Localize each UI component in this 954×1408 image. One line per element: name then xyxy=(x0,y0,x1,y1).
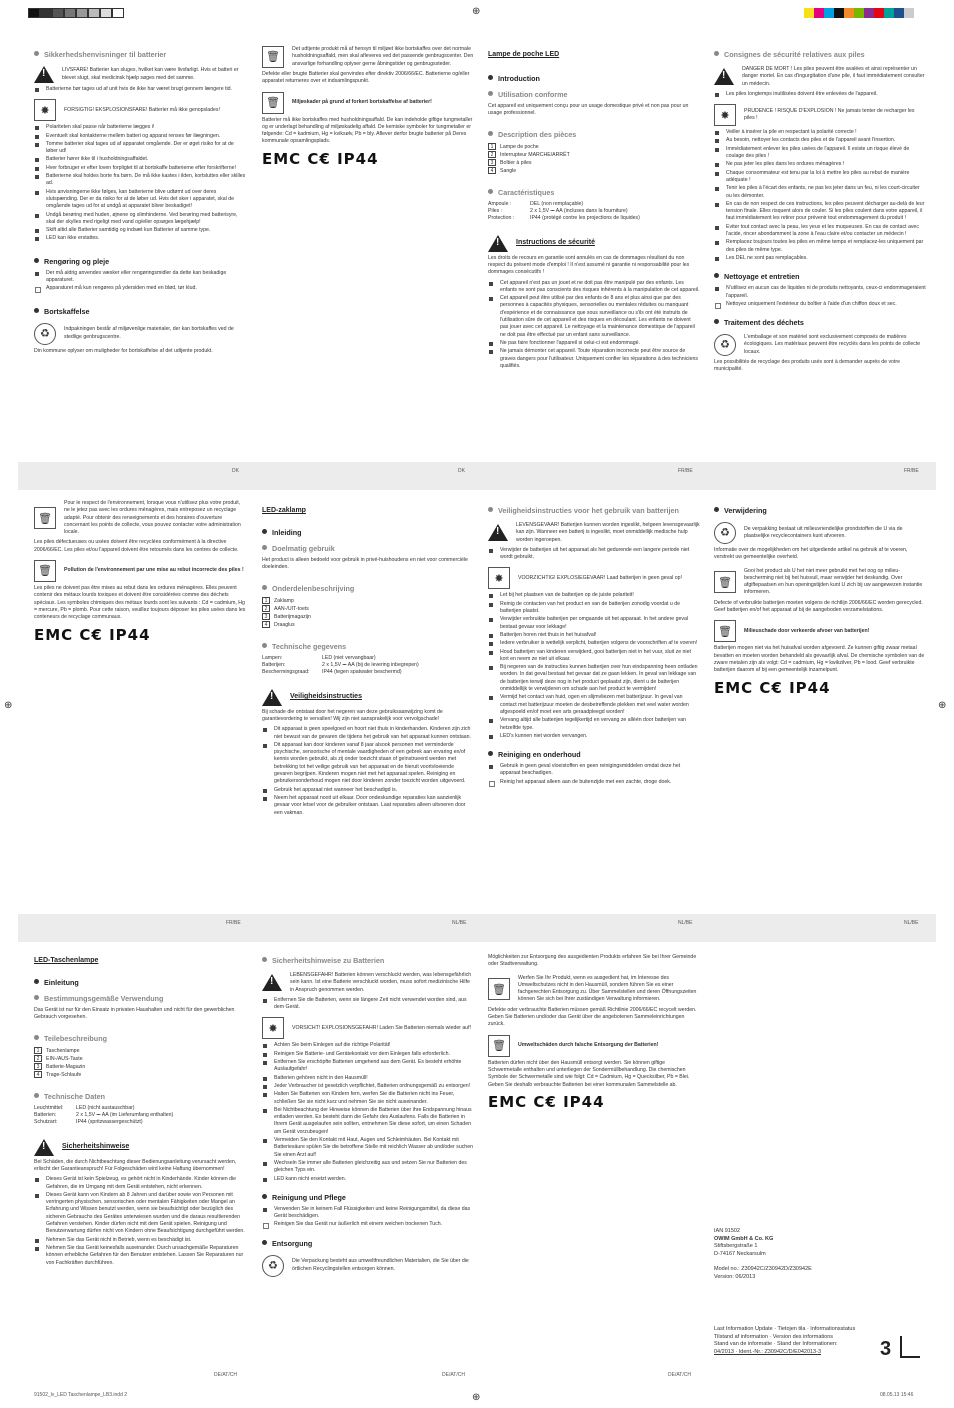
list-item: Entfernen Sie erschöpfte Batterien umgehend aus dem Gerät. Es besteht erhöhte Auslaufgefahr! xyxy=(262,1059,474,1074)
section-title: Reinigung und Pflege xyxy=(272,1192,346,1202)
explosion-text: FORSIGTIG! EKSPLOSIONSFARE! Batterier må ikke genopslades! xyxy=(64,106,220,113)
list-item: Entfernen Sie die Batterien, wenn sie längere Zeit nicht verwendet worden sind, aus dem Gerät. xyxy=(262,997,474,1012)
paragraph: Indpakningen består af miljøvenlige materialer, der kan bortskaffes ved de stedlige genbrugscentre. xyxy=(64,326,234,340)
paragraph: Die Verpackung besteht aus umweltfreundlichen Materialien, die Sie über die örtlichen Recyclingstellen entsorgen können. xyxy=(292,1258,469,1272)
paragraph: Les droits de recours en garantie sont annulés en cas de dommages résultant du non respect du présent mode d'emploi ! Il n'est assumé ni garantie ni responsabilité pour les dommages consécutifs ! xyxy=(488,254,690,276)
danger-text: LEVENSGEVAAR! Batterijen kunnen worden ingeslikt, hetgeen levensgevaarlijk kan zijn. Wanneer een batterij is ingeslikt, moet onmiddellijk medische hulp worden ingeroepen. xyxy=(516,522,700,543)
paragraph: Werfen Sie Ihr Produkt, wenn es ausgedient hat, im Interesse des Umweltschutzes nicht in den Hausmüll, sondern führen Sie es einer fachgerechten Entsorgung zu. Über Sammelstellen und deren Öffnungszeiten können Sie sich bei Ihrer zuständigen Verwaltung informieren. xyxy=(518,974,697,1003)
warning-icon: ! xyxy=(714,68,734,85)
paragraph: Les piles défectueuses ou usées doivent être recyclées conformément à la directive 2006/66/EC. Les piles et/ou l'appareil doivent être retournés dans les centres de collecte. xyxy=(34,539,239,553)
paragraph: Defekte eller brugte Batterier skal genvindes efter direktiv 2006/66/EC. Batterierne og/eller apparatet returneres over et indsamlingspunkt. xyxy=(262,71,470,85)
section-title: Description des pièces xyxy=(498,129,577,139)
page-footer-label: DE/AT/CH xyxy=(214,1372,237,1378)
paragraph: Gooi het product als U het niet meer gebruikt met het oog op milieu-bescherming niet bij het huisvuil, maar verwijder het deskundig. Over afgiftepaatsen en hun openingstijden kunt U zich bij uw aangewezen instantie informeren. xyxy=(744,567,923,596)
section-title: Instructions de sécurité xyxy=(516,239,595,247)
list-item: Reinigen Sie Batterie- und Gerätekontakt vor dem Einlegen falls erforderlich. xyxy=(262,1051,474,1058)
section-title: Reiniging en onderhoud xyxy=(498,750,581,760)
dk-battery-safety-column xyxy=(34,44,246,358)
explosion-text: PRUDENCE ! RISQUE D'EXPLOSION ! Ne jamais tenter de recharger les piles ! xyxy=(744,107,915,122)
list-item: Tenir les piles à l'écart des enfants, ne pas les jeter dans un feu, ni les court-circuiter ou les démonter. xyxy=(714,185,926,200)
warning-icon: ! xyxy=(262,974,282,991)
part-item: 3 Boîtier à piles xyxy=(488,159,700,167)
section-title: Rengøring og pleje xyxy=(44,256,110,266)
list-item: Undgå berøring med huden, øjnene og slimhinderne. Ved berøring med batterisyre, skal der skylles med rigeligt med vand og/eller opsøges lægehjælp! xyxy=(34,212,246,227)
info-line: Last Information Update · Tietojen tila · Informationsstatus xyxy=(714,1326,856,1332)
paragraph: Les piles ne doivent pas être mises au rebut dans les ordures ménagères. Elles peuvent contenir des métaux lourds toxiques et doivent être considérées comme des déchets spéciaux. Les symboles chimiques des métaux lourds sont les suivants : Cd = cadmium, Hg = mercure, Pb = plomb. Pour cette raison, veuillez toujours déposer les piles usées dans les conteneurs de recyclage communaux. xyxy=(34,585,246,621)
list-item: Batterierne skal holdes borte fra børn. De må ikke kastes i ilden, kortsluttes eller skilles ad. xyxy=(34,173,246,188)
paragraph: Het product is alleen bedoeld voor gebruik in privé-huishoudens en niet voor commerciële doeleinden. xyxy=(262,557,468,571)
part-item: 3 Batterijmagazijn xyxy=(262,613,474,621)
part-item: 2 AAN-/UIT-toets xyxy=(262,605,474,613)
warning-title: Umweltschäden durch falsche Entsorgung der Batterien! xyxy=(518,1042,659,1049)
paragraph: Bei Schäden, die durch Nichtbeachtung dieser Bedienungsanleitung verursacht werden, erlischt der Garantieanspruch! Für Folgeschäden wird keine Haftung übernommen! xyxy=(34,1158,237,1172)
warning-icon: ! xyxy=(488,235,508,252)
list-item: Reinig de contacten van het product en van de batterijen zonodig voordat u de batterijen plaatst. xyxy=(488,601,700,616)
danger-text: DANGER DE MORT ! Les piles peuvent être avalées et ainsi représenter un danger mortel. En cas d'ingurgitation d'une pile, il faut immédiatement consulter un médecin. xyxy=(742,66,925,87)
warning-icon: ! xyxy=(34,1139,54,1156)
section-title: Entsorgung xyxy=(272,1238,313,1248)
info-line: Tilstand af information · Version des informations xyxy=(714,1333,834,1340)
list-item: Der må aldrig anvendes væsker eller rengøringsmidler da dette kan beskadige apparaturet. xyxy=(34,270,246,285)
separator-band xyxy=(18,914,936,942)
separator-band xyxy=(18,462,936,490)
part-item: 1 Lampe de poche xyxy=(488,143,700,151)
explosion-text: VOORZICHTIG! EXPLOSIEGEVAAR! Laad batterijen in geen geval op! xyxy=(518,574,682,581)
danger-text: LIVSFARE! Batterier kan sluges, hvilket kan være livsfarligt. Hvis et batteri er blevet slugt, skal medicinsk hjælp søges med det samme. xyxy=(62,67,239,81)
spec-row: Leuchtmittel: LED (nicht austauschbar) xyxy=(34,1104,135,1111)
section-title: Sicherheitshinweise zu Batterien xyxy=(272,956,385,965)
version: Version: 06/2013 xyxy=(714,1273,756,1280)
crossed-bin-icon: 🗑 xyxy=(34,560,56,582)
de-battery-column xyxy=(262,950,474,1280)
nl-battery-column xyxy=(488,500,700,787)
list-item: Gebruik in geen geval vloeistoffen en geen reinigingsmiddelen omdat deze het apparaat beschadigen. xyxy=(488,763,700,778)
list-item: Nehmen Sie das Gerät keinesfalls auseinander. Durch unsachgemäße Reparaturen können erhebliche Gefahren für den Benutzer entstehen. Lassen Sie Reparaturen nur von Fachkräften durchführen. xyxy=(34,1245,246,1267)
page-footer-label: FR/BE xyxy=(904,468,919,474)
info-status xyxy=(714,1326,874,1356)
info-line: 04/2013 · Ident.-Nr.: Z30942C/D/E042013-3 xyxy=(714,1348,822,1355)
page-footer-label: DK xyxy=(232,468,239,474)
crossed-bin-icon: 🗑 xyxy=(262,92,284,114)
section-title: Einleitung xyxy=(44,978,79,987)
warning-title: Milieuschade door verkeerde afvoer van batterijen! xyxy=(744,627,870,634)
page-footer-label: DE/AT/CH xyxy=(668,1372,691,1378)
paragraph: Defecte of verbruikte batterijen moeten volgens de richtlijn 2006/66/EC worden gerecycled. Geef batterijen en/of het apparaat af bij de aangeboden verzamelstations. xyxy=(714,599,923,614)
part-item: 1 Zaklamp xyxy=(262,597,474,605)
dk-disposal-column xyxy=(262,46,474,173)
section-title: Teilebeschreibung xyxy=(44,1033,107,1043)
list-item: Eviter tout contact avec la peau, les yeux et les muqueuses. En cas de contact avec l'acide, rincer abondamment la zone à l'eau claire et/ou contacter un médecin ! xyxy=(714,224,926,239)
section-title: Consignes de sécurité relatives aux piles xyxy=(724,50,865,59)
fr-intro-column xyxy=(488,44,700,371)
paragraph: Bij schade die ontstaat door het negeren van deze gebruiksaanwijzing komt de garantievordering te vervallen! Wij zijn niet aansprakelijk voor vervolgschade! xyxy=(262,708,443,722)
part-item: 4 Trage-Schlaufe xyxy=(34,1071,246,1079)
list-item: Eventuelt skal kontakterne mellem batteri og apparat renses før ilægningen. xyxy=(34,133,246,140)
spec-row: Beschermingsgraad: IP44 (tegen spatwater beschermd) xyxy=(262,669,402,676)
nl-intro-column xyxy=(262,500,474,818)
list-item: Hvis anvisningerne ikke følges, kan batterierne blive udtømt ud over deres slutspænding. Der er da risiko for at de løber ud. Hvis det sker i apparatet, skal de omgående tages ud for at undgå at apparatet bliver beskadiget! xyxy=(34,189,246,211)
de-intro-column xyxy=(34,950,246,1268)
section-title: Verwijdering xyxy=(724,506,767,515)
warning-icon: ! xyxy=(488,524,508,541)
list-item: Dit apparaat kan door kinderen vanaf 8 jaar alsook personen met verminderde psychische, sensorische of mentale vaardigheden of een gebrek aan ervaring en/of kennis worden gebruikt, als zij onder toezicht staan of geïnstrueerd werden met betrekking tot het veilige gebruik van het apparaat en de hieruit voortvloeiende gevaren begrijpen. Kinderen mogen niet met het apparaat spelen. Reiniging en gebruikersonderhoud mogen niet door kinderen zonder toezicht worden uitgevoerd. xyxy=(262,742,474,786)
spec-row: Ampoule : DEL (non remplaçable) xyxy=(488,200,584,207)
crop-mark-icon: ⊕ xyxy=(938,700,947,711)
page-footer-label: NL/BE xyxy=(678,920,693,926)
product-title: LED-Taschenlampe xyxy=(34,957,99,964)
crossed-bin-icon: 🗑 xyxy=(488,978,510,1000)
list-item: Verwijder de batterijen uit het apparaat als het gedurende een langere periode niet wordt gebruikt. xyxy=(488,547,700,562)
list-item: Halten Sie Batterien von Kindern fern, werfen Sie die Batterien nicht ins Feuer, schließen Sie sie nicht kurz und nehmen Sie sie nicht auseinander. xyxy=(262,1091,474,1106)
list-item: Les DEL ne sont pas remplaçables. xyxy=(714,255,926,262)
recycle-icon: ♻ xyxy=(262,1255,284,1277)
list-item: Ne pas jeter les piles dans les ordures ménagères ! xyxy=(714,161,926,168)
spec-row: Batterien: 2 x 1,5V ⎓ AA (im Lieferumfang enthalten) xyxy=(34,1112,174,1119)
section-title: Doelmatig gebruik xyxy=(272,544,335,553)
list-item: Ne jamais démonter cet appareil. Toute réparation incorrecte peut être source de graves dangers pour l'utilisateur. Uniquement confier les réparations à des techniciens qualifiés. xyxy=(488,348,700,370)
list-item: Cet appareil n'est pas un jouet et ne doit pas être manipulé par des enfants. Les enfants ne sont pas conscients des risques inhérents à la manipulation de cet appareil. xyxy=(488,280,700,295)
list-item: Cet appareil peut être utilisé par des enfants de 8 ans et plus ainsi que par des personnes à capacités physiques, sensorielles ou mentales réduites ou manquant d'expérience et de connaissance que sous surveillance ou s'ils ont été instruits de l'utilisation sûre de cet appareil et des risques en découlant. Les enfants ne doivent pas jouer avec cet appareil. Le nettoyage et la maintenance domestique de l'appareil ne doit pas être effectué par un enfant sans surveillance. xyxy=(488,295,700,339)
explosion-icon: ✸ xyxy=(488,567,510,589)
section-title: Traitement des déchets xyxy=(724,318,804,328)
section-title: Sicherheitshinweise xyxy=(62,1143,130,1151)
explosion-text: VORSICHT! EXPLOSIONSGEFAHR! Laden Sie Batterien niemals wieder auf! xyxy=(292,1024,472,1031)
list-item: Houd batterijen van kinderen verwijderd, gooi batterijen niet in het vuur, sluit ze niet kort en neem ze niet uit elkaar. xyxy=(488,649,700,664)
list-item: LED's kunnen niet worden vervangen. xyxy=(488,733,700,740)
list-item: Wechseln Sie immer alle Batterien gleichzeitig aus und setzen Sie nur Batterien des gleichen Typs ein. xyxy=(262,1160,474,1175)
page-number: 3 xyxy=(880,1338,892,1360)
list-item: Batterierne bør tages ud af unit hvis de ikke har været brugt gennem længere tid. xyxy=(34,86,246,93)
product-title: LED-zaklamp xyxy=(262,507,306,514)
list-item: Batterijen horen niet thuis in het huisafval! xyxy=(488,632,700,639)
list-item: Achten Sie beim Einlegen auf die richtige Polarität! xyxy=(262,1042,474,1049)
page-footer-label: NL/BE xyxy=(452,920,467,926)
section-title: Technische Daten xyxy=(44,1091,105,1101)
list-item: Apparaturet må kun rengøres på ydersiden med en blød, tør klud. xyxy=(34,285,246,292)
recycle-icon: ♻ xyxy=(34,323,56,345)
spec-row: Piles : 2 x 1,5V ⎓ AA (incluses dans la fourniture) xyxy=(488,208,628,215)
list-item: Veiller à insérer la pile en respectant la polarité correcte ! xyxy=(714,129,926,136)
recycle-icon: ♻ xyxy=(714,522,736,544)
explosion-icon: ✸ xyxy=(34,99,56,121)
list-item: Les piles longtemps inutilisées doivent être enlevées de l'appareil. xyxy=(714,91,926,98)
paragraph: Din kommune oplyser om muligheder for bortskaffelse af det udtjente produkt. xyxy=(34,347,213,354)
emc-ce-ip44-logo: EMC C€ IP44 xyxy=(488,1092,605,1111)
warning-icon: ! xyxy=(34,66,54,83)
page-footer-label: DK xyxy=(458,468,465,474)
list-item: Neem het apparaat nooit uit elkaar. Door ondeskundige reparaties kan aanzienlijk gevaar voor letsel voor de gebruiker ontstaan. Laat reparaties alleen uitvoeren door een vakman. xyxy=(262,795,474,817)
list-item: Chaque consommateur est tenu par la loi à mettre les piles au rebut de manière adéquate ! xyxy=(714,170,926,185)
ian-number: IAN 91502 xyxy=(714,1228,740,1234)
paragraph: Defekte oder verbrauchte Batterien müssen gemäß Richtlinie 2006/66/EC recycelt werden. Geben Sie Batterien und/oder das Gerät über die angebotenen Sammeleinrichtungen zurück. xyxy=(488,1006,697,1028)
model-number: Model no.: Z30942C/Z30942D/Z30942E xyxy=(714,1266,812,1272)
crop-mark-icon: ⊕ xyxy=(472,6,481,17)
list-item: Hver forbruger er efter loven forpligtet til at bortskaffe batterierne efter forskrifterne! xyxy=(34,165,246,172)
warning-title: Miljøskader på grund af forkert bortskaffelse af batterier! xyxy=(292,98,432,105)
list-item: Verwijder verbruikte batterijen per omgaande uit het apparaat. In het andere geval bestaat gevaar voor lekkage! xyxy=(488,616,700,631)
crossed-bin-icon: 🗑 xyxy=(488,1035,510,1057)
print-file-info: 91502_lv_LED Taschenlampe_LB3.indd 2 xyxy=(34,1392,128,1398)
paragraph: Batterien dürfen nicht über den Hausmüll entsorgt werden. Sie können giftige Schwermetalle enthalten und unterliegen der Sondermüllbehandlung. Die chemischen Symbole der Schwermetalle sind wie folgt: Cd = Cadmium, Hg = Quecksilber, Pb = Blei. Geben Sie deshalb verbrauchte Batterien bei einer kommunalen Sammelstelle ab. xyxy=(488,1059,690,1088)
info-line: Stand van de informatie · Stand der Informationen: xyxy=(714,1341,838,1347)
section-title: Inleiding xyxy=(272,528,302,537)
list-item: Batterien gehören nicht in den Hausmüll! xyxy=(262,1075,474,1082)
part-item: 2 EIN-/AUS-Taste xyxy=(34,1055,246,1063)
fr-battery-column xyxy=(714,44,926,377)
page-footer-label: FR/BE xyxy=(226,920,241,926)
section-title: Introduction xyxy=(498,74,540,83)
list-item: Bei Nichtbeachtung der Hinweise können die Batterien über ihre Endspannung hinaus entladen werden. Es besteht dann die Gefahr des Auslaufens. Falls die Batterien in Ihrem Gerät ausgelaufen sein sollten, entnehmen Sie diese sofort, um einen Schaden am Gerät vorzubeugen! xyxy=(262,1107,474,1136)
paragraph: Batterijen mogen niet via het huisafval worden afgevoerd. Ze kunnen giftig zwaar metaal bevatten en moeten worden behandeld als gevaarlijk afval. De chemische symbolen van de zware metalen zijn als volgt: Cd = cadmium, Hg = kwikzilver, Pb = lood. Geef verbruikte batterijen daarom af bij een gemeentelijk inzamelpunt. xyxy=(714,645,925,674)
crop-mark-icon: ⊕ xyxy=(472,1392,481,1403)
part-item: 4 Sangle xyxy=(488,167,700,175)
list-item: N'utilisez en aucun cas de liquides ni de produits nettoyants, ceux-ci endommageraient l'appareil. xyxy=(714,285,926,300)
list-item: Vermeiden Sie den Kontakt mit Haut, Augen und Schleimhäuten. Bei Kontakt mit Batteriesäure spülen Sie die betroffene Stelle mit reichlich Wasser ab und/oder suchen Sie einen Arzt auf! xyxy=(262,1137,474,1159)
spec-row: Schutzart: IP44 (spritzwassergeschützt) xyxy=(34,1119,143,1126)
fr-disposal-column xyxy=(34,500,246,649)
list-item: Bij negeren van de instructies kunnen batterijen over hun eindspanning heen ontladen worden. In dat geval bestaat het gevaar dat ze gaan lekken. In geval van lekkage van de batterijen terwijl deze nog in het product geplaatst zijn, dient u de batterijen onmiddellijk te verwijderen om schade aan het product te vermijden! xyxy=(488,664,700,693)
list-item: Let bij het plaatsen van de batterijen op de juiste polariteit! xyxy=(488,592,700,599)
corner-mark-icon xyxy=(900,1336,920,1358)
section-title: Caractéristiques xyxy=(498,187,555,197)
spec-row: Batterijen: 2 x 1,5V ⎓ AA (bij de levering inbegrepen) xyxy=(262,662,419,669)
list-item: Batterier hører ikke til i husholdningsaffaldet. xyxy=(34,156,246,163)
list-item: LED kan ikke erstattes. xyxy=(34,235,246,242)
city: D-74167 Neckarsulm xyxy=(714,1250,766,1257)
page-footer-label: DE/AT/CH xyxy=(442,1372,465,1378)
list-item: Ne pas faire fonctionner l'appareil si celui-ci est endommagé. xyxy=(488,340,700,347)
crossed-bin-icon: 🗑 xyxy=(714,571,736,593)
paragraph: Cet appareil est uniquement conçu pour un usage domestique privé et non pas pour un usage professionnel. xyxy=(488,103,689,117)
danger-text: LEBENSGEFAHR! Batterien können verschluckt werden, was lebensgefährlich sein kann. Ist eine Batterie verschluckt worden, muss sofort medizinische Hilfe in Anspruch genommen werden. xyxy=(290,972,472,993)
paragraph: Batterier må ikke bortskaffes med husholdningsaffald. De kan indeholde giftige tungmetaller og er underlagt behandling af miljøskadelig affald. De kemiske symboler for tungmetaller er følgende: Cd = kadmium, Hg = kviksølv, Pb = bly. Aflever derfor brugte batterier på Deres kommunale opsamlingsplads. xyxy=(262,116,473,145)
list-item: Reinigen Sie das Gerät nur äußerlich mit einem weichen trockenen Tuch. xyxy=(262,1221,474,1228)
part-item: 4 Draaglus xyxy=(262,621,474,629)
list-item: Iedere verbruiker is wettelijk verplicht, batterijen volgens de voorschriften af te voeren! xyxy=(488,640,700,647)
section-title: Nettoyage et entretien xyxy=(724,272,800,282)
street: Stiftsbergstraße 1 xyxy=(714,1243,758,1249)
list-item: En cas de non respect de ces instructions, les piles peuvent décharger au-delà de leur tension finale. Elles risquent alors de couler. Si les piles coulent dans votre appareil, il faut immédiatement les retirer pour prévenir tout endommagement du produit ! xyxy=(714,201,926,223)
print-date-info: 08.05.13 15:46 xyxy=(880,1392,914,1398)
product-title: Lampe de poche LED xyxy=(488,51,560,58)
list-item: Verwenden Sie in keinem Fall Flüssigkeiten und keine Reinigungsmittel, da diese das Gerät beschädigen. xyxy=(262,1206,474,1221)
de-disposal-column xyxy=(488,954,700,1116)
manufacturer-address xyxy=(714,1228,926,1281)
explosion-icon: ✸ xyxy=(262,1017,284,1039)
section-title: Utilisation conforme xyxy=(498,90,568,99)
emc-ce-ip44-logo: EMC C€ IP44 xyxy=(714,678,831,697)
paragraph: Pour le respect de l'environnement, lorsque vous n'utilisez plus votre produit, ne le jetez pas avec les ordures ménagères, mais entreposez un recyclage adapté. Pour obtenir des renseignements et des horaires d'ouverture concernant les points de collecte, vous pouvez contacter votre administration locale. xyxy=(64,500,241,536)
list-item: Skift altid alle Batterier samtidig og indsæt kun Batterier af samme type. xyxy=(34,227,246,234)
recycle-icon: ♻ xyxy=(714,334,736,356)
list-item: Vervang altijd alle batterijen tegelijkertijd en vervang ze alléén door batterijen van hetzelfde type. xyxy=(488,717,700,732)
list-item: Vermijd het contact van huid, ogen en slijmvliezen met batterijzuur. In geval van contact met batterijzuur moeten de desbetreffende plekken met veel water worden afgespoeld en/of moet een arts geraadpleegd worden! xyxy=(488,694,700,716)
explosion-icon: ✸ xyxy=(714,104,736,126)
section-title: Bestimmungsgemäße Verwendung xyxy=(44,994,164,1003)
section-title: Veiligheidsinstructies xyxy=(290,693,362,701)
emc-ce-ip44-logo: EMC C€ IP44 xyxy=(34,625,151,644)
section-title: Veiligheidsinstructies voor het gebruik van batterijen xyxy=(498,506,679,515)
part-item: 3 Batterie-Magazin xyxy=(34,1063,246,1071)
section-title: Sikkerhedshenvisninger til batterier xyxy=(44,50,167,59)
list-item: Nehmen Sie das Gerät nicht in Betrieb, wenn es beschädigt ist. xyxy=(34,1237,246,1244)
paragraph: Det udtjente produkt må af hensyn til miljøet ikke bortskaffes over det normale husholdningsaffald, men skal afleveres ved det passende genbrugscenter. Den ansvarlige forhandling oplyser gerne åbningstider og genbrugssteder. xyxy=(292,46,474,67)
page-footer-label: FR/BE xyxy=(678,468,693,474)
paragraph: Informatie over de mogelijkheden om het uitgediende artikel na gebruik af te voeren, verstrekt uw gemeentelijke overheid. xyxy=(714,547,908,561)
list-item: Dit apparaat is geen speelgoed en hoort niet thuis in kinderhanden. Kinderen zijn zich niet bewust van de gevaren die tijdens het gebruik van het apparaat kunnen ontstaan. xyxy=(262,726,474,741)
warning-title: Pollution de l'environnement par une mise au rebut incorrecte des piles ! xyxy=(64,567,244,574)
spec-row: Protection : IP44 (protégé contre les projections de liquides) xyxy=(488,215,640,222)
paragraph: De verpakking bestaat uit milieuvriendelijke grondstoffen die U via de plaatselijke recyclecontainers kunt afvoeren. xyxy=(744,525,903,539)
list-item: Reinig het apparaat alleen aan de buitenzijde met een zachte, droge doek. xyxy=(488,779,700,786)
color-registration-bar-right xyxy=(804,8,914,18)
section-title: Bortskaffelse xyxy=(44,306,90,316)
company-name: OWIM GmbH & Co. KG xyxy=(714,1235,774,1242)
paragraph: Das Gerät ist nur für den Einsatz in privaten Haushalten und nicht für den gewerblichen Gebrauch vorgesehen. xyxy=(34,1007,235,1021)
paragraph: Les possibilités de recyclage des produits usés sont à demander auprès de votre municipalité. xyxy=(714,359,900,373)
color-registration-bar-left xyxy=(28,8,124,18)
list-item: Nettoyez uniquement l'extérieur du boîtier à l'aide d'un chiffon doux et sec. xyxy=(714,301,926,308)
list-item: Gebruik het apparaat niet wanneer het beschadigd is. xyxy=(262,787,474,794)
list-item: LED kann nicht ersetzt werden. xyxy=(262,1176,474,1183)
spec-row: Lampen: LED (niet vervangbaar) xyxy=(262,654,376,661)
part-item: 2 Interrupteur MARCHE/ARRÊT xyxy=(488,151,700,159)
list-item: Jeder Verbraucher ist gesetzlich verpflichtet, Batterien ordnungsgemäß zu entsorgen! xyxy=(262,1083,474,1090)
nl-disposal-column xyxy=(714,500,926,702)
warning-icon: ! xyxy=(262,689,282,706)
section-title: Onderdelenbeschrijving xyxy=(272,583,355,593)
list-item: Dieses Gerät ist kein Spielzeug, es gehört nicht in Kinderhände. Kinder können die Gefahren, die im Umgang mit dem Gerät entstehen, nicht erkennen. xyxy=(34,1176,246,1191)
list-item: Polariteten skal passe når batterierne lægges i! xyxy=(34,124,246,131)
list-item: Dieses Gerät kann von Kindern ab 8 Jahren und darüber sowie von Personen mit verringerten physischen, sensorischen oder mentalen Fähigkeiten oder Mangel an Erfahrung und Wissen benutzt werden, wenn sie beaufsichtigt oder bezüglich des sicheren Gebrauchs des Gerätes unterwiesen wurden und die daraus resultierenden Gefahren verstehen. Kinder dürfen nicht mit dem Gerät spielen. Reinigung und Benutzerwartung dürfen nicht von Kindern ohne Beaufsichtigung durchgeführt werden. xyxy=(34,1192,246,1236)
page-footer-label: NL/BE xyxy=(904,920,919,926)
list-item: Remplacez toujours toutes les piles en même temps et remplacez-les uniquement par des piles de même type. xyxy=(714,239,926,254)
list-item: Au besoin, nettoyer les contacts des piles et de l'appareil avant l'insertion. xyxy=(714,137,926,144)
list-item: Immédiatement enlever les piles usées de l'appareil. Il existe un risque élevé de coulage des piles ! xyxy=(714,146,926,161)
paragraph: Möglichkeiten zur Entsorgung des ausgedienten Produkts erfahren Sie bei Ihrer Gemeinde oder Stadtverwaltung. xyxy=(488,954,697,968)
crossed-bin-icon: 🗑 xyxy=(34,507,56,529)
crossed-bin-icon: 🗑 xyxy=(714,620,736,642)
crop-mark-icon: ⊕ xyxy=(4,700,13,711)
emc-ce-ip44-logo: EMC C€ IP44 xyxy=(262,149,379,168)
crossed-bin-icon: 🗑 xyxy=(262,46,284,68)
list-item: Tomme batterier skal tages ud af apparatet omgående. Der er øget risiko for at de løber ud! xyxy=(34,141,246,156)
part-item: 1 Taschenlampe xyxy=(34,1047,246,1055)
section-title: Technische gegevens xyxy=(272,641,347,651)
paragraph: L'emballage et son matériel sont exclusivement composés de matières écologiques. Les matériaux peuvent être recyclés dans les points de collecte locaux. xyxy=(744,334,921,355)
